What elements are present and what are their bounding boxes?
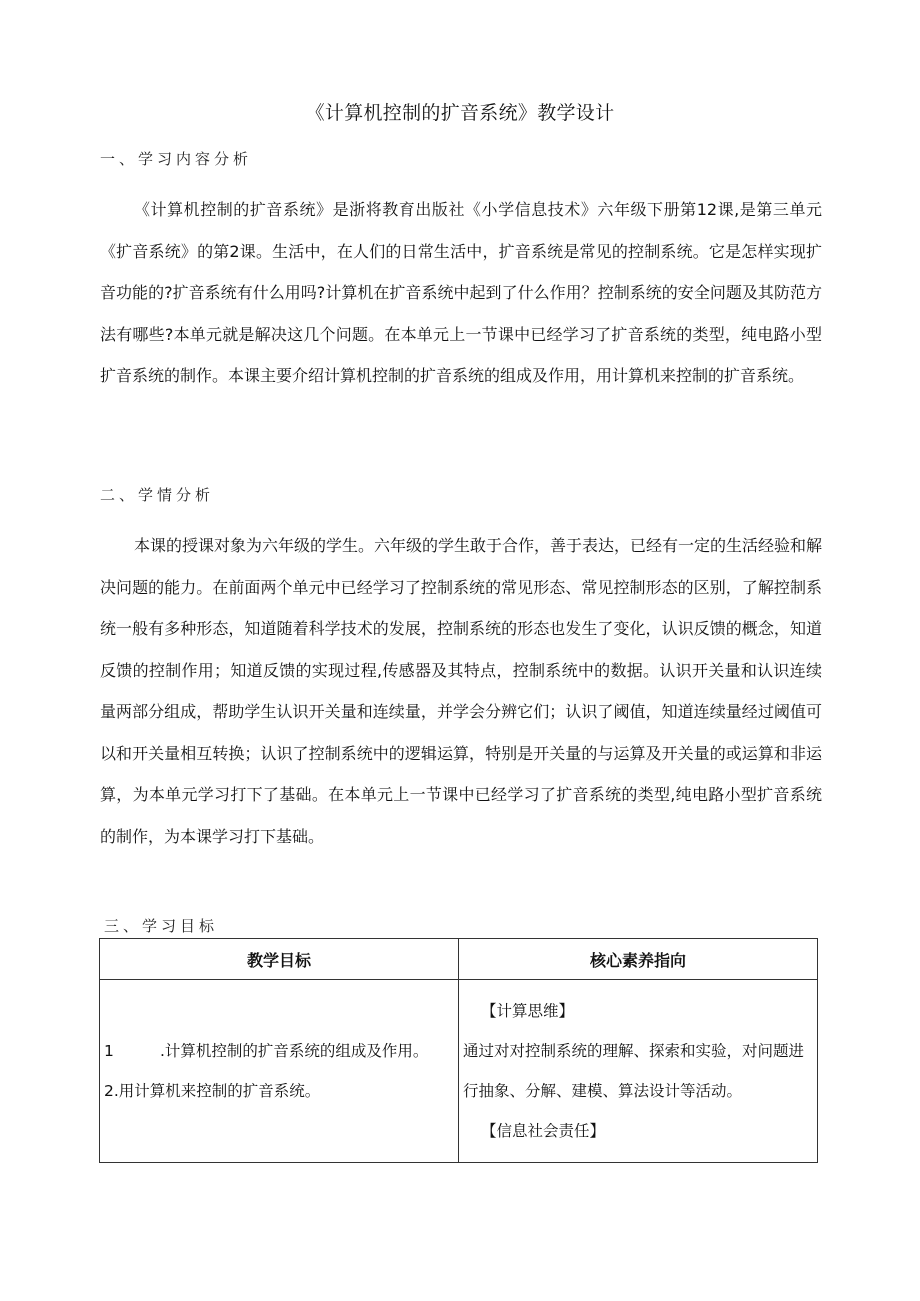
table-header-row <box>100 939 818 980</box>
core-description: 通过对对控制系统的理解、探索和实验，对问题进行抽象、分解、建模、算法设计等活动。 <box>463 1042 805 1100</box>
section-heading-learner-analysis: 二、学情分析 <box>100 486 215 504</box>
teaching-goals-cell <box>100 980 459 1163</box>
goal-item-2 <box>104 1071 454 1111</box>
goal-item-1 <box>104 1031 454 1071</box>
content-analysis-paragraph: 《计算机控制的扩音系统》是浙将教育出版社《小学信息技术》六年级下册第12课,是第三单元《扩音系统》的第2课。生活中，在人们的日常生活中，扩音系统是常见的控制系统。它是怎样实现扩音功能的?扩音系统有什么用吗?计算机在扩音系统中起到了什么作用？控制系统的安全问题及其防范方法有哪些?本单元就是解决这几个问题。在本单元上一节课中已经学习了扩音系统的类型，纯电路小型扩音系统的制作。本课主要介绍计算机控制的扩音系统的组成及作用，用计算机来控制的扩音系统。 <box>100 200 822 385</box>
goal-text: 2.用计算机来控制的扩音系统。 <box>104 1082 321 1100</box>
goal-number: 1 <box>104 1042 114 1060</box>
table-row <box>100 980 818 1163</box>
page-title: 《计算机控制的扩音系统》教学设计 <box>305 102 615 124</box>
goal-text: .计算机控制的扩音系统的组成及作用。 <box>160 1042 429 1060</box>
core-literacy-cell <box>459 980 818 1163</box>
header-teaching-goals: 教学目标 <box>100 939 459 980</box>
section-heading-content-analysis: 一、学习内容分析 <box>100 150 253 168</box>
learner-analysis-paragraph: 本课的授课对象为六年级的学生。六年级的学生敢于合作，善于表达，已经有一定的生活经验和解决问题的能力。在前面两个单元中已经学习了控制系统的常见形态、常见控制形态的区别，了解控制系统一般有多种形态，知道随着科学技术的发展，控制系统的形态也发生了变化，认识反馈的概念，知道反馈的控制作用；知道反馈的实现过程,传感器及其特点，控制系统中的数据。认识开关量和认识连续量两部分组成，帮助学生认识开关量和连续量，并学会分辨它们；认识了阈值，知道连续量经过阈值可以和开关量相互转换；认识了控制系统中的逻辑运算，特别是开关量的与运算及开关量的或运算和非运算，为本单元学习打下了基础。在本单元上一节课中已经学习了扩音系统的类型,纯电路小型扩音系统的制作，为本课学习打下基础。 <box>100 536 823 846</box>
section-heading-learning-objectives: 三、学习目标 <box>104 917 219 935</box>
header-core-literacy: 核心素养指向 <box>459 939 818 980</box>
core-tag-social-responsibility: 【信息社会责任】 <box>481 1122 606 1140</box>
core-tag-computational-thinking: 【计算思维】 <box>481 1002 575 1020</box>
objectives-table <box>99 938 818 1163</box>
